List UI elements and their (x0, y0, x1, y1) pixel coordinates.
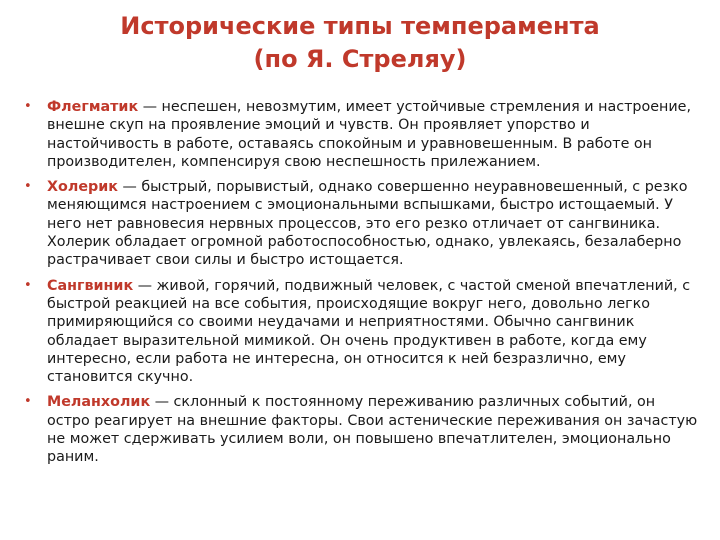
term-phlegmatic: Флегматик (47, 99, 139, 115)
temperament-list (24, 98, 700, 474)
bullet-icon: • (24, 394, 32, 410)
title-line-1: Исторические типы темперамента (120, 12, 600, 40)
description-phlegmatic: — неспешен, невозмутим, имеет устойчивые стремления и настроение, внешне скуп на проявление эмоций и чувств. Он проявляет упорство и настойчивость в работе, оставаясь спокойным и уравновешенным. В работе он производителен, компенсируя свою неспешность прилежанием. (47, 99, 691, 170)
description-melancholic: — склонный к постоянному переживанию различных событий, он остро реагирует на внешние факторы. Свои астенические переживания он зачастую не может сдерживать усилием воли, он повышено впечатлителен, эмоционально раним. (47, 394, 698, 466)
list-item-melancholic (24, 393, 700, 466)
list-item-sanguine (24, 277, 700, 387)
description-choleric: — быстрый, порывистый, однако совершенно неуравновешенный, с резко меняющимся настроением с эмоциональными вспышками, быстро истощаемый. У него нет равновесия нервных процессов, это его резко отличает от сангвиника. Холерик обладает огромной работоспособностью, однако, увлекаясь, безалаберно растрачивает свои силы и быстро истощается. (47, 179, 688, 269)
list-item-phlegmatic (24, 98, 700, 171)
term-sanguine: Сангвиник (47, 277, 134, 294)
bullet-icon: • (24, 179, 32, 195)
list-item-choleric (24, 178, 700, 269)
title-line-2: (по Я. Стреляу) (253, 45, 467, 73)
description-sanguine: — живой, горячий, подвижный человек, с частой сменой впечатлений, с быстрой реакцией на все события, происходящие вокруг него, довольно легко примиряющийся со своими неудачами и неприятностями. Обычно сангвиник обладает выразительной мимикой. Он очень продуктивен в работе, когда ему интересно, если работа не интересна, он относится к ней безразлично, ему становится скучно. (47, 277, 691, 386)
bullet-icon: • (24, 99, 32, 114)
bullet-icon: • (24, 277, 32, 293)
slide-title (60, 10, 660, 76)
term-choleric: Холерик (47, 179, 118, 196)
term-melancholic: Меланхолик (47, 394, 151, 411)
